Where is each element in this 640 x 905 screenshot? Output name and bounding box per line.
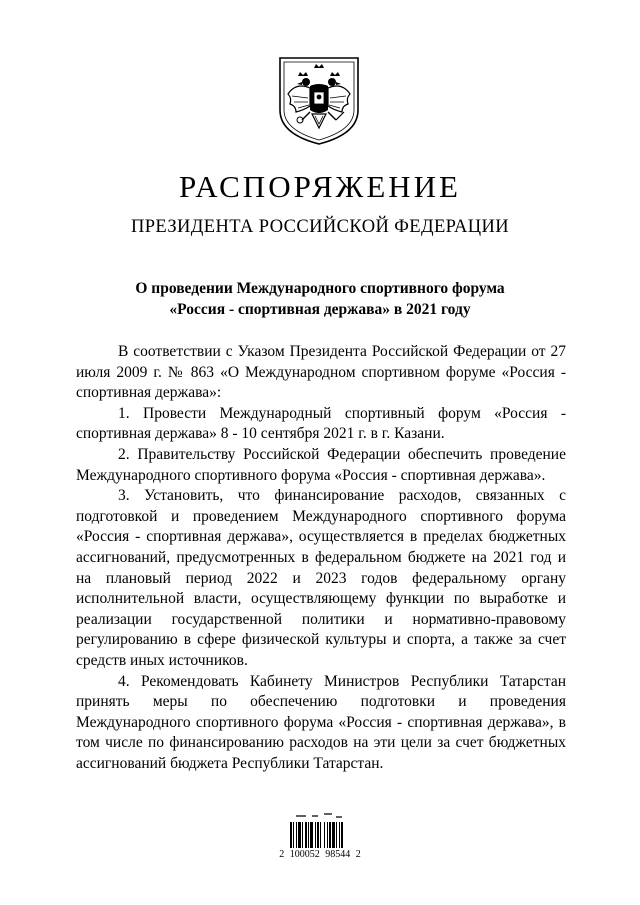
barcode-number: 2 100052 98544 2 (279, 849, 361, 860)
document-title: РАСПОРЯЖЕНИЕ (179, 169, 461, 204)
heading-line: О проведении Международного спортивного форума (135, 280, 505, 297)
document-body (76, 342, 566, 774)
paragraph-item-2: 2. Правительству Российской Федерации обеспечить проведение Международного спортивного форума «Россия - спортивная держава». (76, 445, 566, 484)
paragraph-item-3: 3. Установить, что финансирование расходов, связанных с подготовкой и проведением Международного спортивного форума «Россия - спортивная держава», осуществляется в пределах бюджетных ассигнований, предусмотренных в федеральном бюджете на 2021 год и на плановый период 2022 и 2023 годов федеральному органу исполнительной власти, осуществляющему функции по выработке и реализации государственной политики и нормативно-правовому регулированию в сфере физической культуры и спорта, а также за счет средств иных источников. (76, 487, 566, 669)
paragraph-item-1: 1. Провести Международный спортивный форум «Россия - спортивная держава» 8 - 10 сентября 2021 г. в г. Казани. (76, 404, 566, 443)
paragraph-item-4: 4. Рекомендовать Кабинету Министров Республики Татарстан принять меры по обеспечению подготовки и проведения Международного спортивного форума «Россия - спортивная держава», в том числе по финансированию расходов на эти цели за счет бюджетных ассигнований бюджета Республики Татарстан. (76, 672, 566, 772)
paragraph-preamble: В соответствии с Указом Президента Российской Федерации от 27 июля 2009 г. № 863 «О Международном спортивном форуме «Россия - спортивная держава»: (76, 343, 566, 402)
heading-line: «Россия - спортивная держава» в 2021 году (169, 301, 471, 318)
document-heading (0, 278, 640, 320)
coat-of-arms-icon (276, 54, 362, 146)
document-subtitle: ПРЕЗИДЕНТА РОССИЙСКОЙ ФЕДЕРАЦИИ (130, 217, 510, 237)
